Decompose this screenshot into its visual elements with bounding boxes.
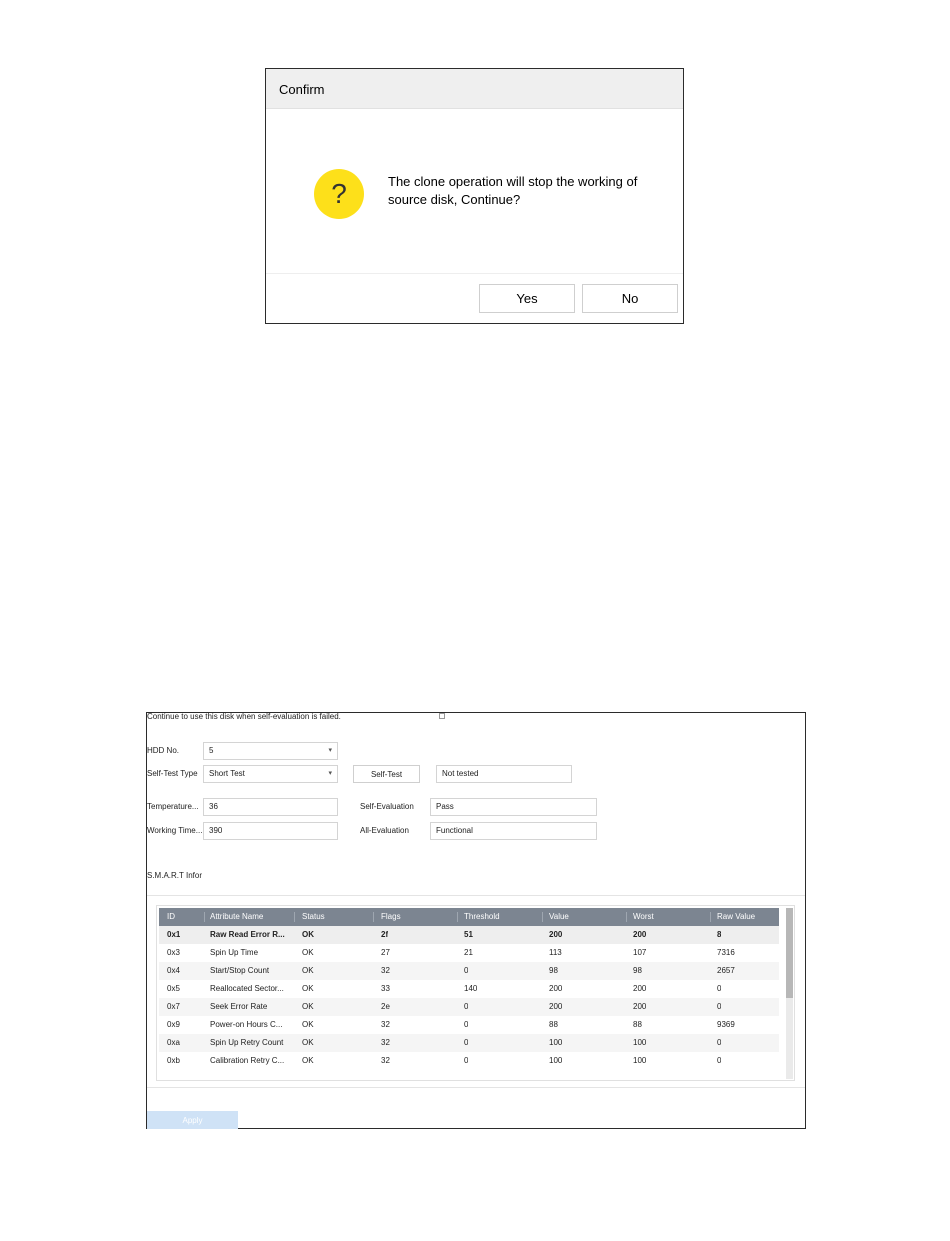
- question-icon: ?: [314, 169, 364, 219]
- cell-flags: 2f: [381, 930, 389, 939]
- cell-status: OK: [302, 984, 314, 993]
- confirm-dialog: [265, 68, 684, 324]
- cell-threshold: 140: [464, 984, 478, 993]
- footer-divider: [147, 1087, 805, 1088]
- cell-threshold: 0: [464, 966, 469, 975]
- dialog-message: The clone operation will stop the working of source disk, Continue?: [388, 174, 638, 207]
- cell-attribute-name: Seek Error Rate: [210, 1002, 268, 1011]
- cell-status: OK: [302, 966, 314, 975]
- cell-status: OK: [302, 1056, 314, 1065]
- table-row[interactable]: [159, 980, 779, 998]
- cell-status: OK: [302, 1020, 314, 1029]
- hdd-no-label: HDD No.: [147, 746, 180, 755]
- chevron-down-icon: ▾: [328, 747, 332, 754]
- cell-status: OK: [302, 1038, 314, 1047]
- cell-value: 200: [549, 1002, 563, 1011]
- working-time-field: 390: [203, 822, 338, 840]
- cell-value: 100: [549, 1038, 563, 1047]
- cell-value: 100: [549, 1056, 563, 1065]
- table-body: [159, 926, 779, 1070]
- cell-flags: 32: [381, 1020, 390, 1029]
- cell-worst: 107: [633, 948, 647, 957]
- hdd-no-value: 5: [209, 746, 214, 755]
- cell-worst: 100: [633, 1056, 647, 1065]
- self-test-button[interactable]: Self-Test: [353, 765, 420, 783]
- self-test-status-field: Not tested: [436, 765, 572, 783]
- cell-value: 200: [549, 930, 563, 939]
- cell-flags: 32: [381, 966, 390, 975]
- cell-id: 0x7: [167, 1002, 180, 1011]
- cell-status: OK: [302, 948, 314, 957]
- smart-table: [156, 905, 795, 1081]
- column-divider: [457, 912, 458, 922]
- cell-worst: 98: [633, 966, 642, 975]
- cell-threshold: 0: [464, 1056, 469, 1065]
- cell-worst: 200: [633, 984, 647, 993]
- section-divider: [147, 895, 805, 896]
- table-scrollbar[interactable]: [786, 908, 793, 1079]
- yes-button[interactable]: Yes: [479, 284, 575, 313]
- no-button[interactable]: No: [582, 284, 678, 313]
- cell-worst: 88: [633, 1020, 642, 1029]
- table-header: [159, 908, 779, 926]
- column-header-worst[interactable]: Worst: [633, 912, 654, 921]
- cell-attribute-name: Start/Stop Count: [210, 966, 270, 975]
- cell-raw-value: 7316: [717, 948, 735, 957]
- cell-attribute-name: Spin Up Retry Count: [210, 1038, 284, 1047]
- self-test-type-label: Self-Test Type: [147, 769, 198, 778]
- column-header-raw-value[interactable]: Raw Value: [717, 912, 756, 921]
- table-row[interactable]: [159, 1016, 779, 1034]
- continue-on-fail-label: Continue to use this disk when self-evaluation is failed.: [147, 712, 341, 721]
- cell-attribute-name: Power-on Hours C...: [210, 1020, 283, 1029]
- cell-status: OK: [302, 930, 314, 939]
- column-header-status[interactable]: Status: [302, 912, 325, 921]
- all-evaluation-label: All-Evaluation: [360, 826, 409, 835]
- cell-flags: 32: [381, 1038, 390, 1047]
- cell-attribute-name: Raw Read Error R...: [210, 930, 285, 939]
- column-divider: [373, 912, 374, 922]
- column-divider: [626, 912, 627, 922]
- all-evaluation-field: Functional: [430, 822, 597, 840]
- cell-worst: 200: [633, 1002, 647, 1011]
- cell-id: 0x5: [167, 984, 180, 993]
- cell-flags: 32: [381, 1056, 390, 1065]
- dialog-title: Confirm: [279, 82, 325, 97]
- cell-raw-value: 0: [717, 1038, 722, 1047]
- cell-threshold: 21: [464, 948, 473, 957]
- cell-value: 98: [549, 966, 558, 975]
- table-row[interactable]: [159, 1052, 779, 1070]
- table-row[interactable]: [159, 926, 779, 944]
- cell-flags: 2e: [381, 1002, 390, 1011]
- cell-worst: 100: [633, 1038, 647, 1047]
- scrollbar-thumb[interactable]: [786, 908, 793, 998]
- working-time-label: Working Time...: [147, 826, 203, 835]
- cell-threshold: 51: [464, 930, 473, 939]
- chevron-down-icon: ▾: [328, 770, 332, 777]
- cell-raw-value: 0: [717, 1056, 722, 1065]
- cell-id: 0x3: [167, 948, 180, 957]
- smart-settings-panel: [146, 712, 806, 1129]
- cell-raw-value: 0: [717, 984, 722, 993]
- column-divider: [542, 912, 543, 922]
- cell-id: 0x4: [167, 966, 180, 975]
- cell-threshold: 0: [464, 1020, 469, 1029]
- cell-value: 88: [549, 1020, 558, 1029]
- hdd-no-select[interactable]: [203, 742, 338, 760]
- dialog-divider: [266, 273, 683, 274]
- column-divider: [294, 912, 295, 922]
- cell-value: 113: [549, 948, 562, 957]
- cell-flags: 33: [381, 984, 390, 993]
- cell-raw-value: 0: [717, 1002, 722, 1011]
- apply-button[interactable]: Apply: [147, 1111, 238, 1129]
- cell-threshold: 0: [464, 1038, 469, 1047]
- cell-raw-value: 9369: [717, 1020, 735, 1029]
- table-row[interactable]: [159, 1034, 779, 1052]
- cell-id: 0xb: [167, 1056, 180, 1065]
- column-divider: [710, 912, 711, 922]
- cell-id: 0x1: [167, 930, 181, 939]
- table-row[interactable]: [159, 944, 779, 962]
- cell-value: 200: [549, 984, 563, 993]
- column-header-id[interactable]: ID: [167, 912, 175, 921]
- table-row[interactable]: [159, 998, 779, 1016]
- cell-status: OK: [302, 1002, 314, 1011]
- table-row[interactable]: [159, 962, 779, 980]
- column-header-threshold[interactable]: Threshold: [464, 912, 500, 921]
- smart-info-label: S.M.A.R.T Infor: [147, 871, 202, 880]
- cell-threshold: 0: [464, 1002, 469, 1011]
- temperature-label: Temperature...: [147, 802, 199, 811]
- cell-raw-value: 8: [717, 930, 722, 939]
- cell-attribute-name: Spin Up Time: [210, 948, 259, 957]
- cell-attribute-name: Calibration Retry C...: [210, 1056, 285, 1065]
- cell-id: 0x9: [167, 1020, 180, 1029]
- column-header-flags[interactable]: Flags: [381, 912, 401, 921]
- column-header-value[interactable]: Value: [549, 912, 569, 921]
- column-divider: [204, 912, 205, 922]
- cell-raw-value: 2657: [717, 966, 735, 975]
- self-evaluation-label: Self-Evaluation: [360, 802, 414, 811]
- cell-id: 0xa: [167, 1038, 180, 1047]
- cell-worst: 200: [633, 930, 647, 939]
- self-test-type-select[interactable]: [203, 765, 338, 783]
- continue-on-fail-checkbox[interactable]: [439, 713, 445, 719]
- cell-attribute-name: Reallocated Sector...: [210, 984, 284, 993]
- column-header-attribute-name[interactable]: Attribute Name: [210, 912, 264, 921]
- temperature-field: 36: [203, 798, 338, 816]
- self-evaluation-field: Pass: [430, 798, 597, 816]
- cell-flags: 27: [381, 948, 390, 957]
- dialog-header: [266, 69, 683, 109]
- self-test-type-value: Short Test: [209, 769, 245, 778]
